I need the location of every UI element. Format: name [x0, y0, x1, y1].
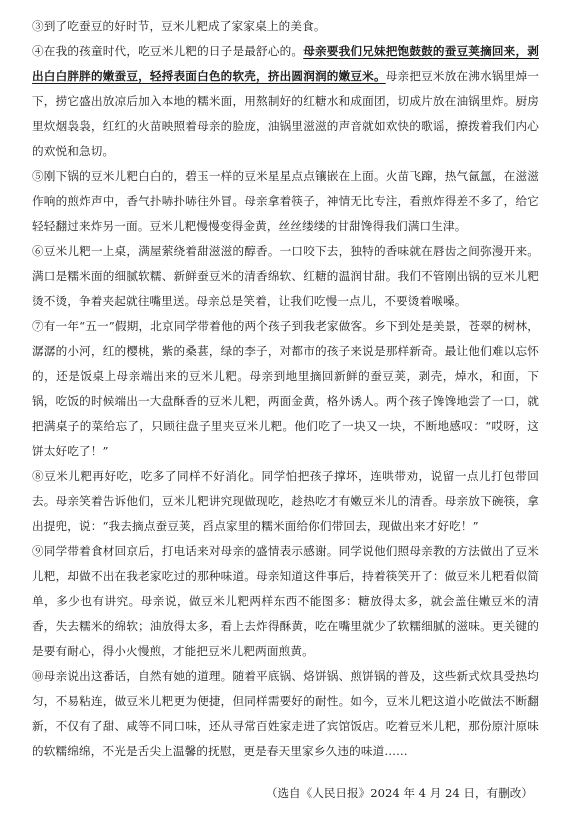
- paragraph-8: ⑧豆米儿粑再好吃，吃多了同样不好消化。同学怕把孩子撑坏，连哄带劝，说留一点儿打包带回去。母亲笑着告诉他们，豆米儿粑讲究现做现吃，趁热吃才有嫩豆米儿的清香。母亲放下碗筷，拿出提兜，说：“我去摘点蚕豆荚，舀点家里的糯米面给你们带回去，现做出来才好吃！”: [32, 469, 539, 533]
- source-citation: （选自《人民日报》2024 年 4 月 24 日，有删改）: [265, 786, 533, 800]
- paragraph-4-underlined-sentence: 母亲要我们兄妹把饱鼓鼓的蚕豆荚摘回来，剥出白白胖胖的嫩蚕豆，轻捋表面白色的软壳，挤出圆润润的嫩豆米。: [32, 44, 539, 83]
- paragraph-10: ⑩母亲说出这番话，自然有她的道理。随着平底锅、烙饼锅、煎饼锅的普及，这些新式炊具受热均匀，不易粘连，做豆米儿粑更为便捷，但同样需要好的耐性。如今，豆米儿粑这道小吃做法不断翻新，不仅有了甜、咸等不同口味，还从寻常百姓家走进了宾馆饭店。吃着豆米儿粑，那份原汁原味的软糯绵绵，不光是舌尖上温馨的抚慰，更是春天里家乡久违的味道……: [32, 669, 539, 758]
- paragraph-6: ⑥豆米儿粑一上桌，满屋萦绕着甜滋滋的醇香。一口咬下去，独特的香味就在唇齿之间弥漫开来。满口是糯米面的细腻软糯、新鲜蚕豆米的清香绵软、红糖的温润甘甜。我们不管刚出锅的豆米儿粑烫不烫，争着夹起就往嘴里送。母亲总是笑着，让我们吃慢一点儿，不要烫着喉嗓。: [32, 244, 539, 308]
- paragraph-3: ③到了吃蚕豆的好时节，豆米儿粑成了家家桌上的美食。: [32, 19, 326, 33]
- paragraph-4-intro: ④在我的孩童时代，吃豆米儿粑的日子是最舒心的。: [32, 44, 304, 58]
- paragraph-4-rest: 母亲把豆米放在沸水锅里焯一下，捞它盛出放凉后加入本地的糯米面，用熬制好的红糖水和成面团，切成片放在油锅里炸。厨房里炊烟袅袅，红红的火苗映照着母亲的脸庞，油锅里滋滋的声音就如欢快的歌谣，撩拨着我们内心的欢悦和急切。: [32, 69, 539, 158]
- paragraph-7: ⑦有一年“五一”假期，北京同学带着他的两个孩子到我老家做客。乡下到处是美景，苍翠的树林，潺潺的小河，红的樱桃，紫的桑葚，绿的李子，对都市的孩子来说是那样新奇。最让他们难以忘怀的，还是饭桌上母亲端出来的豆米儿粑。母亲到地里摘回新鲜的蚕豆荚，剥壳，焯水，和面，下锅，吃饭的时候端出一大盘酥香的豆米儿粑，两面金黄，格外诱人。两个孩子馋馋地尝了一口，就把满桌子的菜给忘了，只顾往盘子里夹豆米儿粑。他们吃了一块又一块，不断地感叹：“哎呀，这饼太好吃了！”: [32, 319, 539, 458]
- paragraph-4: [32, 39, 539, 164]
- paragraph-9: ⑨同学带着食材回京后，打电话来对母亲的盛情表示感谢。同学说他们照母亲教的方法做出了豆米儿粑，却做不出在我老家吃过的那种味道。母亲知道这件事后，持着筷笑开了：做豆米儿粑看似简单，多少也有讲究。母亲说，做豆米儿粑两样东西不能图多：糖放得太多，就会盖住嫩豆米的清香，失去糯米的绵软；油放得太多，看上去炸得酥黄，吃在嘴里就少了软糯细腻的滋味。更关键的是要有耐心，得小火慢煎，才能把豆米儿粑两面煎黄。: [32, 544, 539, 658]
- paragraph-5: ⑤刚下锅的豆米儿粑白白的，碧玉一样的豆米星星点点镶嵌在上面。火苗飞蹿，热气氤氲，在滋滋作响的煎炸声中，香气扑哧扑哧往外冒。母亲拿着筷子，神情无比专注，看煎炸得差不多了，给它轻轻翻过来炸另一面。豆米儿粑慢慢变得金黄，丝丝缕缕的甘甜馋得我们满口生津。: [32, 169, 539, 233]
